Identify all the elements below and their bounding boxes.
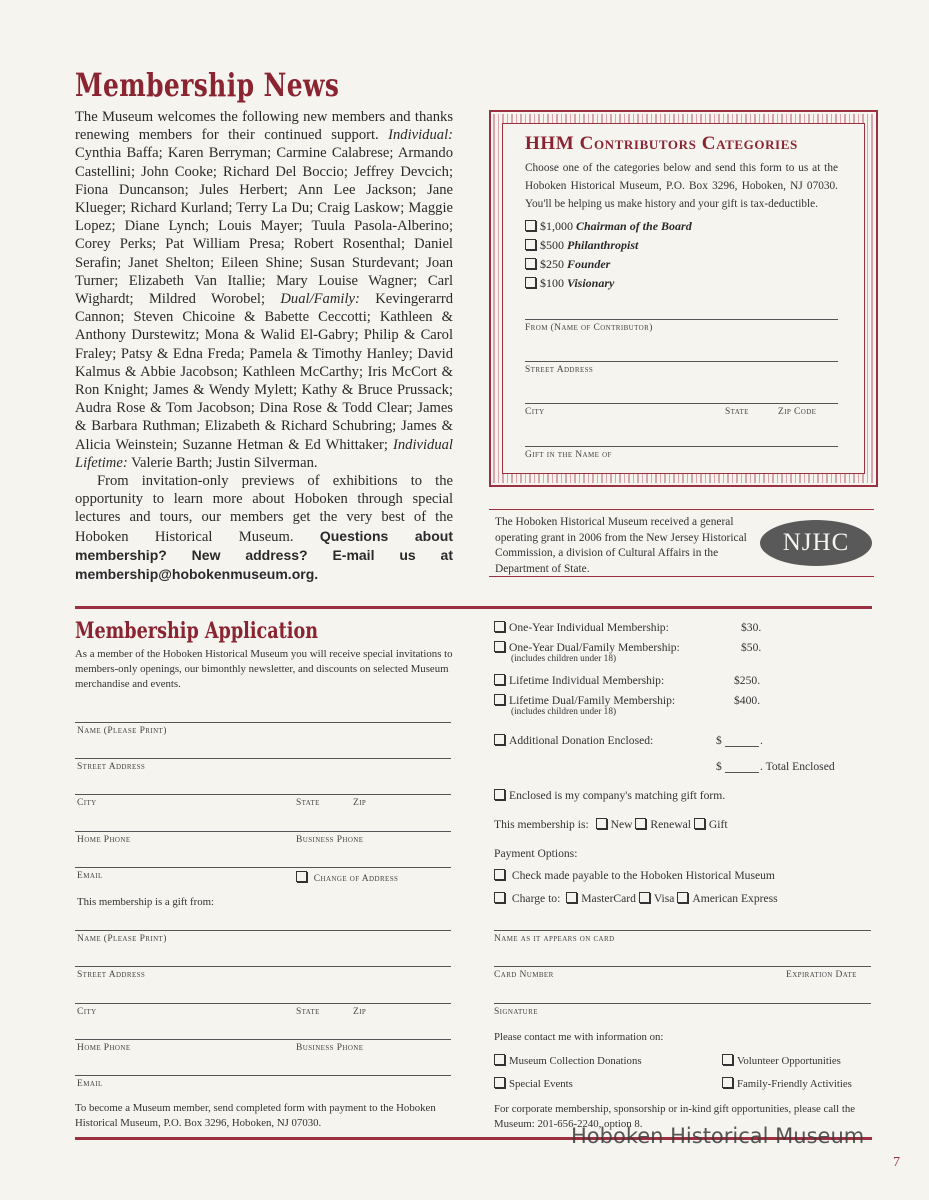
contributors-title: HHM Contributors Categories xyxy=(525,133,798,154)
fee-price: $400. xyxy=(734,694,761,707)
individual-label: Individual: xyxy=(388,127,453,144)
membership-news-body xyxy=(75,108,453,584)
payment-options-label: Payment Options: xyxy=(494,847,578,860)
matching-gift-option[interactable]: Enclosed is my company's matching gift form. xyxy=(494,789,725,802)
donation-dollar: $ xyxy=(716,734,722,747)
membership-type-row: This membership is: New Renewal Gift xyxy=(494,818,728,831)
gift-from-label: This membership is a gift from: xyxy=(77,896,215,908)
street-line[interactable] xyxy=(75,758,451,759)
contributor-option[interactable]: $100 Visionary xyxy=(525,276,614,291)
state-label: State xyxy=(725,407,749,417)
corporate-note: For corporate membership, sponsorship or in-kind gift opportunities, please call the Museum: 201-656-2240, option 8. xyxy=(494,1103,856,1130)
dual-names: Kevingerarrd Cannon; Steven Chicoine & Babette Ceccotti; Kathleen & Anthony Durstewitz; Mona & Walid El-Gabry; Philip & Carol Fraley; Patsy & Edna Freda; Pamela & Timothy Hanley; David Kalmus & Abbie Jacobson; Kathleen McCarthy; Iris McCort & Ron Knight; James & Wendy Mylett; Kathy & Bruce Prussack; Audra Rose & Tom Jacobson; Dina Rose & Todd Clear; James & Barbara Ruthman; Elizabeth & Richard Schubring; James & Alicia Weinstein; Suzanne Hetman & Ed Whittaker; xyxy=(75,291,454,453)
street-label: Street Address xyxy=(77,762,146,772)
checkbox[interactable] xyxy=(639,892,650,903)
zip-label: Zip xyxy=(353,798,367,808)
gift-state-label: State xyxy=(296,1007,320,1017)
section-divider xyxy=(75,606,872,609)
state-label: State xyxy=(296,798,320,808)
from-line[interactable] xyxy=(525,319,838,320)
gift-email-label: Email xyxy=(77,1079,103,1089)
checkbox[interactable] xyxy=(494,694,505,705)
checkbox[interactable] xyxy=(296,871,307,882)
checkbox[interactable] xyxy=(722,1077,733,1088)
donation-amount-line[interactable] xyxy=(725,746,759,747)
checkbox[interactable] xyxy=(494,734,505,745)
street-line[interactable] xyxy=(525,361,838,362)
total-enclosed-label: . Total Enclosed xyxy=(760,760,835,773)
total-dollar: $ xyxy=(716,760,722,773)
contact-option[interactable]: Volunteer Opportunities xyxy=(722,1054,841,1067)
name-label: Name (Please Print) xyxy=(77,726,167,736)
checkbox[interactable] xyxy=(677,892,688,903)
checkbox[interactable] xyxy=(596,818,607,829)
dual-label: Dual/Family: xyxy=(280,291,360,308)
name-line[interactable] xyxy=(75,722,451,723)
gift-home-phone-label: Home Phone xyxy=(77,1043,131,1053)
contributor-option[interactable]: $500 Philanthropist xyxy=(525,238,638,253)
membership-application-title: Membership Application xyxy=(75,618,319,644)
city-line[interactable] xyxy=(75,794,451,795)
card-name-line[interactable] xyxy=(494,930,871,931)
njhc-top-rule xyxy=(489,509,874,510)
change-address-option[interactable]: Change of Address xyxy=(296,871,398,884)
individual-names: Cynthia Baffa; Karen Berryman; Carmine Calabrese; Armando Castellini; John Cooke; Richard Del Boccio; Jeffrey Devcich; Fiona Duncanson; Jules Herbert; Ann Lee Jackson; Jane Klueger; Richard Kurland; Terry La Du; Craig Laskow; Maggie Lopez; Diane Lynch; Louis Mayer; Tuula Pasola-Alberino; Corey Perks; Pat William Presa; Robert Rosenthal; Daniel Serafin; Janet Shelton; Eileen Shine; Susan Sturdevant; Joan Turner; Elizabeth Van Itallie; Mary Louise Wagner; Carl Wighardt; Mildred Worobel; xyxy=(75,145,453,308)
checkbox[interactable] xyxy=(494,641,505,652)
checkbox[interactable] xyxy=(494,1077,505,1088)
business-phone-label: Business Phone xyxy=(296,835,364,845)
gift-name-label: Name (Please Print) xyxy=(77,934,167,944)
card-name-label: Name as it appears on card xyxy=(494,934,615,944)
contributor-option[interactable]: $1,000 Chairman of the Board xyxy=(525,219,692,234)
checkbox[interactable] xyxy=(525,239,536,250)
checkbox[interactable] xyxy=(494,674,505,685)
news-closing: From invitation-only previews of exhibitions to the opportunity to learn more about Hoboken through special lectures and tours, our members get the very best of the Hoboken Historical Museum. xyxy=(75,473,453,545)
card-number-line[interactable] xyxy=(494,966,871,967)
gift-street-label: Street Address xyxy=(77,970,146,980)
contact-option[interactable]: Museum Collection Donations xyxy=(494,1054,642,1067)
checkbox[interactable] xyxy=(494,621,505,632)
donation-option[interactable]: Additional Donation Enclosed: xyxy=(494,734,653,747)
checkbox[interactable] xyxy=(494,869,505,880)
njhc-bottom-rule xyxy=(489,576,874,577)
news-intro: The Museum welcomes the following new members and thanks renewing members for their continued support. xyxy=(75,109,453,144)
application-footer: To become a Museum member, send completed form with payment to the Hoboken Historical Museum, P.O. Box 3296, Hoboken, NJ 07030. xyxy=(75,1102,436,1129)
news-closing-bold: Questions about membership? New address? E-mail us at membership@hobokenmuseum.org. xyxy=(75,527,453,583)
signature-label: Signature xyxy=(494,1007,538,1017)
phone-line[interactable] xyxy=(75,831,451,832)
city-line[interactable] xyxy=(525,403,838,404)
city-label: City xyxy=(77,798,97,808)
charge-row: Charge to: MasterCard Visa American Express xyxy=(494,892,778,905)
street-label: Street Address xyxy=(525,365,594,375)
checkbox[interactable] xyxy=(694,818,705,829)
gift-business-phone-label: Business Phone xyxy=(296,1043,364,1053)
from-label: From (Name of Contributor) xyxy=(525,323,653,333)
checkbox[interactable] xyxy=(566,892,577,903)
checkbox[interactable] xyxy=(494,1054,505,1065)
fee-option[interactable]: One-Year Individual Membership: xyxy=(494,621,669,634)
fee-option[interactable]: Lifetime Individual Membership: xyxy=(494,674,664,687)
fee-option[interactable]: Lifetime Dual/Family Membership: (includes children under 18) xyxy=(494,694,675,717)
checkbox[interactable] xyxy=(635,818,646,829)
checkbox[interactable] xyxy=(494,892,505,903)
zip-label: Zip Code xyxy=(778,407,817,417)
contributors-intro: Choose one of the categories below and send this form to us at the Hoboken Historical Museum, P.O. Box 3296, Hoboken, NJ 07030. You'll be helping us make history and your gift is tax-deductible. xyxy=(525,162,838,210)
contact-option[interactable]: Special Events xyxy=(494,1077,573,1090)
gift-zip-label: Zip xyxy=(353,1007,367,1017)
gift-phone-line[interactable] xyxy=(75,1039,451,1040)
gift-email-line[interactable] xyxy=(75,1075,451,1076)
contact-option[interactable]: Family-Friendly Activities xyxy=(722,1077,852,1090)
contributor-option[interactable]: $250 Founder xyxy=(525,257,610,272)
membership-news-title: Membership News xyxy=(75,66,340,104)
checkbox[interactable] xyxy=(525,220,536,231)
checkbox[interactable] xyxy=(525,277,536,288)
expiration-label: Expiration Date xyxy=(786,970,857,980)
fee-price: $250. xyxy=(734,674,761,687)
fee-option[interactable]: One-Year Dual/Family Membership: (includes children under 18) xyxy=(494,641,680,664)
email-label: Email xyxy=(77,871,103,881)
gift-name-line[interactable] xyxy=(75,930,451,931)
watermark: Hoboken Historical Museum xyxy=(571,1124,865,1148)
gift-label: Gift in the Name of xyxy=(525,450,612,460)
gift-city-label: City xyxy=(77,1007,97,1017)
city-label: City xyxy=(525,407,545,417)
card-number-label: Card Number xyxy=(494,970,554,980)
total-amount-line[interactable] xyxy=(725,772,759,773)
donation-period: . xyxy=(760,734,763,747)
gift-city-line[interactable] xyxy=(75,1003,451,1004)
checkbox[interactable] xyxy=(722,1054,733,1065)
email-line[interactable] xyxy=(75,867,451,868)
checkbox[interactable] xyxy=(525,258,536,269)
gift-line[interactable] xyxy=(525,446,838,447)
application-intro: As a member of the Hoboken Historical Museum you will receive special invitations to members-only openings, our bimonthly newsletter, and discounts on selected Museum merchandise and events. xyxy=(75,648,453,690)
fee-price: $50. xyxy=(741,641,762,654)
contact-label: Please contact me with information on: xyxy=(494,1031,664,1043)
lifetime-names: Valerie Barth; Justin Silverman. xyxy=(131,454,318,471)
checkbox[interactable] xyxy=(494,789,505,800)
gift-street-line[interactable] xyxy=(75,966,451,967)
home-phone-label: Home Phone xyxy=(77,835,131,845)
njhc-logo: NJHC xyxy=(760,520,872,566)
signature-line[interactable] xyxy=(494,1003,871,1004)
lifetime-label: Individual Lifetime: xyxy=(75,436,453,471)
fee-price: $30. xyxy=(741,621,762,634)
njhc-text: The Hoboken Historical Museum received a general operating grant in 2006 from the New Jersey Historical Commission, a division of Cultural Affairs in the Department of State. xyxy=(495,516,747,575)
check-option[interactable]: Check made payable to the Hoboken Historical Museum xyxy=(494,869,775,882)
page-number: 7 xyxy=(893,1155,900,1170)
